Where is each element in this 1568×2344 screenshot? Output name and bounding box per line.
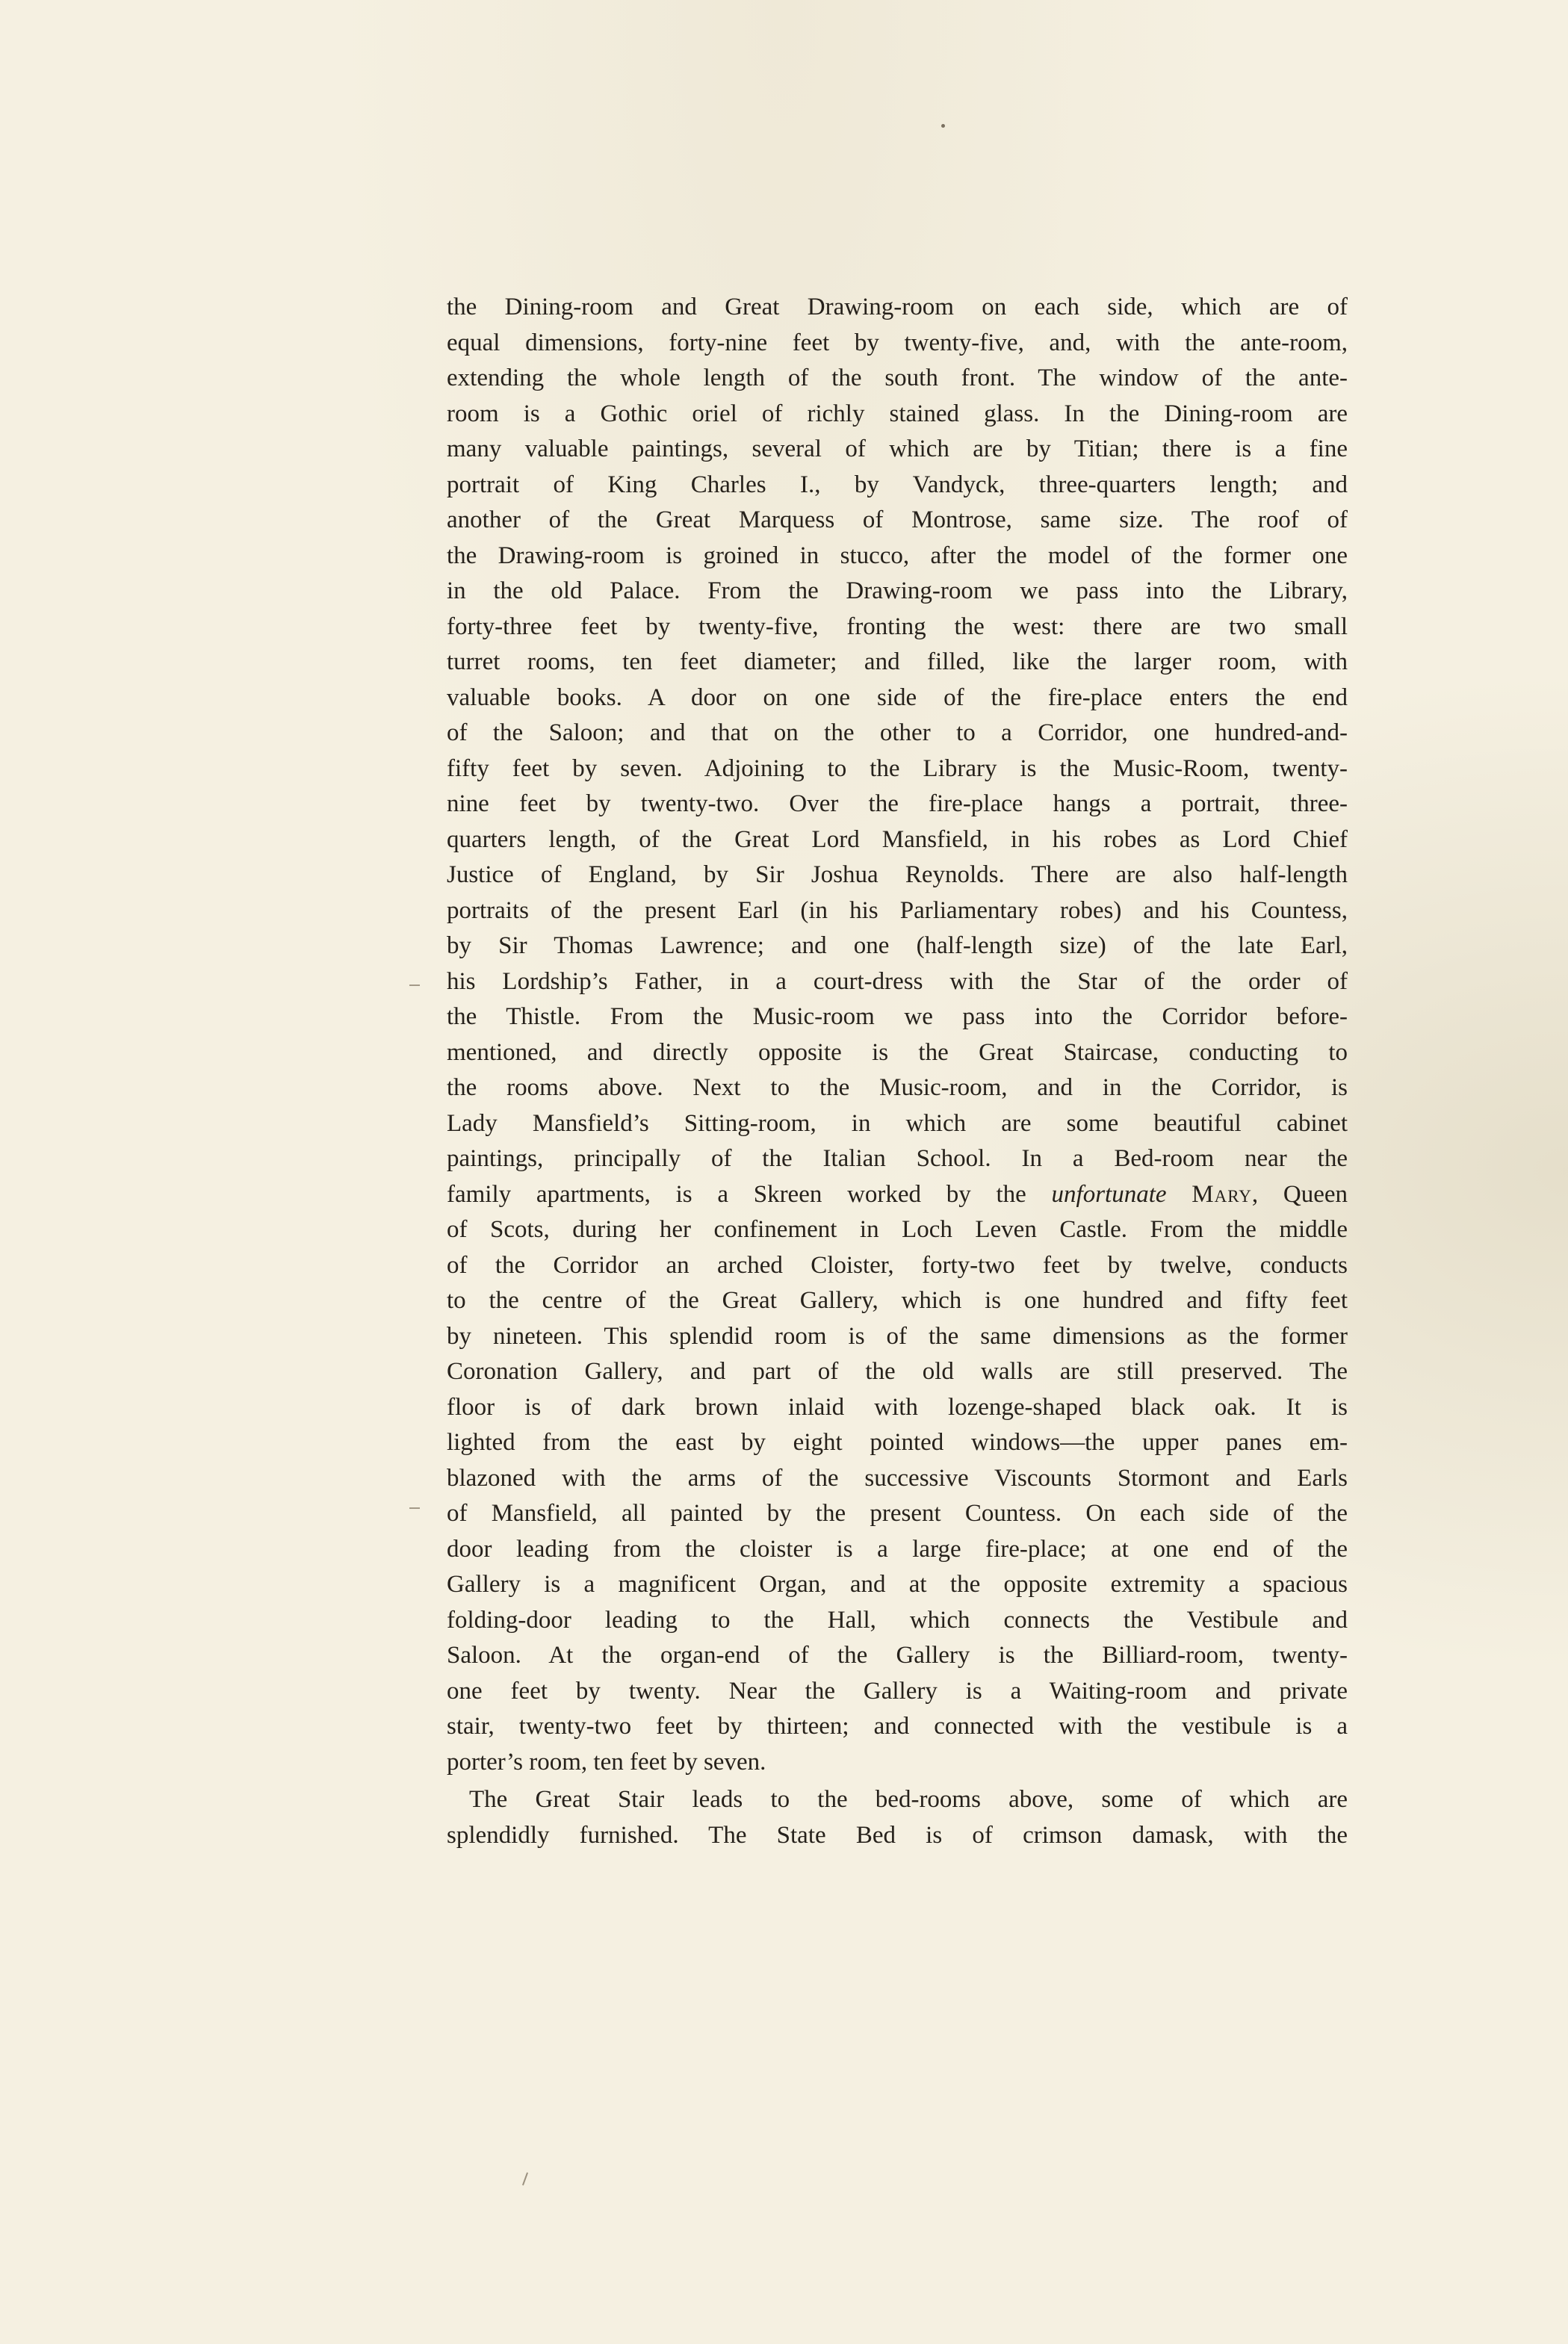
text-line: valuable books. A door on one side of the fire-place enters the end: [447, 683, 1348, 711]
text-line: quarters length, of the Great Lord Mansfield, in his robes as Lord Chief: [447, 825, 1348, 853]
text-line: turret rooms, ten feet diameter; and filled, like the larger room, with: [447, 648, 1348, 675]
text-line: forty-three feet by twenty-five, fronting the west: there are two small: [447, 613, 1348, 640]
smallcaps-name: Mary: [1192, 1180, 1252, 1208]
text-line: the rooms above. Next to the Music-room, and in the Corridor, is: [447, 1074, 1348, 1101]
text-line: extending the whole length of the south front. The window of the ante-: [447, 365, 1348, 391]
text-line: floor is of dark brown inlaid with lozenge-shaped black oak. It is: [447, 1393, 1348, 1421]
text-line: Lady Mansfield’s Sitting-room, in which are some beautiful cabinet: [447, 1109, 1348, 1137]
text-line: room is a Gothic oriel of richly stained glass. In the Dining-room are: [447, 400, 1348, 427]
text-line: mentioned, and directly opposite is the Great Staircase, conducting to: [447, 1038, 1348, 1066]
text-line: paintings, principally of the Italian School. In a Bed-room near the: [447, 1145, 1348, 1172]
text-line: the Dining-room and Great Drawing-room on each side, which are of: [447, 294, 1348, 320]
text-line: door leading from the cloister is a large fire-place; at one end of the: [447, 1535, 1348, 1563]
text-line: splendidly furnished. The State Bed is of crimson damask, with the: [447, 1821, 1348, 1849]
text-line: another of the Great Marquess of Montrose, same size. The roof of: [447, 506, 1348, 533]
text-line: the Thistle. From the Music-room we pass into the Corridor before-: [447, 1003, 1348, 1030]
text-line: portrait of King Charles I., by Vandyck, three-quarters length; and: [447, 471, 1348, 498]
text-line: of the Corridor an arched Cloister, forty-two feet by twelve, conducts: [447, 1251, 1348, 1279]
italic-word: unfortunate: [1051, 1180, 1167, 1208]
text-line: in the old Palace. From the Drawing-room we pass into the Library,: [447, 577, 1348, 604]
text-line: Justice of England, by Sir Joshua Reynolds. There are also half-length: [447, 861, 1348, 888]
text-line: Saloon. At the organ-end of the Gallery is the Billiard-room, twenty-: [447, 1642, 1348, 1669]
ink-mark: [522, 2172, 528, 2186]
text-line: folding-door leading to the Hall, which connects the Vestibule and: [447, 1606, 1348, 1634]
text-line: one feet by twenty. Near the Gallery is a Waiting-room and private: [447, 1677, 1348, 1705]
text-line: equal dimensions, forty-nine feet by twenty-five, and, with the ante-room,: [447, 329, 1348, 356]
text-line: by Sir Thomas Lawrence; and one (half-length size) of the late Earl,: [447, 932, 1348, 959]
text-line: stair, twenty-two feet by thirteen; and connected with the vestibule is a: [447, 1713, 1348, 1740]
text-segment: , Queen: [1251, 1180, 1348, 1208]
text-line: the Drawing-room is groined in stucco, after the model of the former one: [447, 542, 1348, 569]
text-segment: family apartments, is a Skreen worked by the: [447, 1180, 1052, 1208]
text-line: Gallery is a magnificent Organ, and at the opposite extremity a spacious: [447, 1571, 1348, 1598]
margin-mark: [409, 985, 420, 986]
text-line: many valuable paintings, several of which are by Titian; there is a fine: [447, 435, 1348, 462]
text-line: Coronation Gallery, and part of the old walls are still preserved. The: [447, 1358, 1348, 1385]
text-line: of Mansfield, all painted by the present Countess. On each side of the: [447, 1500, 1348, 1527]
text-line: blazoned with the arms of the successive Viscounts Stormont and Earls: [447, 1464, 1348, 1492]
text-line: by nineteen. This splendid room is of the same dimensions as the former: [447, 1322, 1348, 1350]
paragraph-start-line: The Great Stair leads to the bed-rooms above, some of which are: [469, 1786, 1348, 1813]
ink-speck: [941, 124, 945, 128]
body-text: [447, 290, 1348, 1853]
text-line: lighted from the east by eight pointed windows—the upper panes em-: [447, 1429, 1348, 1456]
text-line: to the centre of the Great Gallery, which is one hundred and fifty feet: [447, 1287, 1348, 1314]
text-line: of Scots, during her confinement in Loch Leven Castle. From the middle: [447, 1216, 1348, 1243]
text-line: porter’s room, ten feet by seven.: [447, 1748, 766, 1776]
text-line: fifty feet by seven. Adjoining to the Library is the Music-Room, twenty-: [447, 754, 1348, 782]
text-line: [447, 1177, 1348, 1213]
text-line: portraits of the present Earl (in his Parliamentary robes) and his Countess,: [447, 896, 1348, 924]
text-line: of the Saloon; and that on the other to a Corridor, one hundred-and-: [447, 719, 1348, 746]
margin-mark: [409, 1507, 420, 1509]
text-line: nine feet by twenty-two. Over the fire-place hangs a portrait, three-: [447, 790, 1348, 817]
text-line: his Lordship’s Father, in a court-dress with the Star of the order of: [447, 967, 1348, 995]
